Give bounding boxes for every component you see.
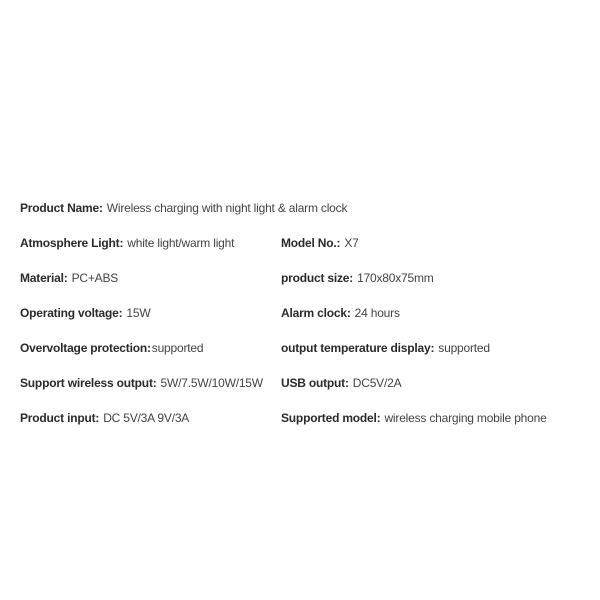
spec-value: supported	[438, 341, 490, 355]
spec-value: 5W/7.5W/10W/15W	[160, 376, 263, 390]
spec-product-input	[20, 408, 189, 428]
spec-label: Model No.:	[281, 236, 341, 250]
spec-usb-output	[281, 373, 401, 393]
spec-output-temperature-display	[281, 338, 490, 358]
spec-row-2	[20, 268, 580, 288]
spec-label: Material:	[20, 271, 68, 285]
spec-value: Wireless charging with night light & alarm clock	[106, 201, 348, 215]
spec-row-product-name	[20, 198, 580, 218]
spec-value: 15W	[126, 306, 151, 320]
spec-alarm-clock	[281, 303, 400, 323]
spec-atmosphere-light	[20, 233, 234, 253]
spec-product-name	[20, 198, 347, 218]
spec-overvoltage-protection	[20, 338, 203, 358]
spec-value: DC5V/2A	[352, 376, 402, 390]
spec-value: PC+ABS	[71, 271, 119, 285]
spec-label: USB output:	[281, 376, 349, 390]
spec-operating-voltage	[20, 303, 151, 323]
spec-row-5	[20, 373, 580, 393]
spec-value: supported	[151, 341, 204, 355]
spec-label: product size:	[281, 271, 354, 285]
spec-label: Operating voltage:	[20, 306, 123, 320]
spec-model-no	[281, 233, 359, 253]
spec-support-wireless-output	[20, 373, 263, 393]
spec-label: Overvoltage protection:	[20, 341, 151, 355]
spec-value: X7	[344, 236, 359, 250]
spec-value: 170x80x75mm	[357, 271, 434, 285]
spec-value: DC 5V/3A 9V/3A	[103, 411, 190, 425]
spec-label: Support wireless output:	[20, 376, 157, 390]
spec-value: wireless charging mobile phone	[384, 411, 547, 425]
spec-material	[20, 268, 118, 288]
spec-row-6	[20, 408, 580, 428]
spec-supported-model	[281, 408, 547, 428]
spec-product-size	[281, 268, 434, 288]
spec-value: white light/warm light	[127, 236, 235, 250]
spec-row-3	[20, 303, 580, 323]
spec-value: 24 hours	[354, 306, 400, 320]
spec-label: Supported model:	[281, 411, 381, 425]
spec-label: Atmosphere Light:	[20, 236, 124, 250]
spec-label: output temperature display:	[281, 341, 435, 355]
spec-row-4	[20, 338, 580, 358]
spec-label: Alarm clock:	[281, 306, 351, 320]
spec-label: Product Name:	[20, 201, 103, 215]
spec-row-1	[20, 233, 580, 253]
spec-label: Product input:	[20, 411, 100, 425]
